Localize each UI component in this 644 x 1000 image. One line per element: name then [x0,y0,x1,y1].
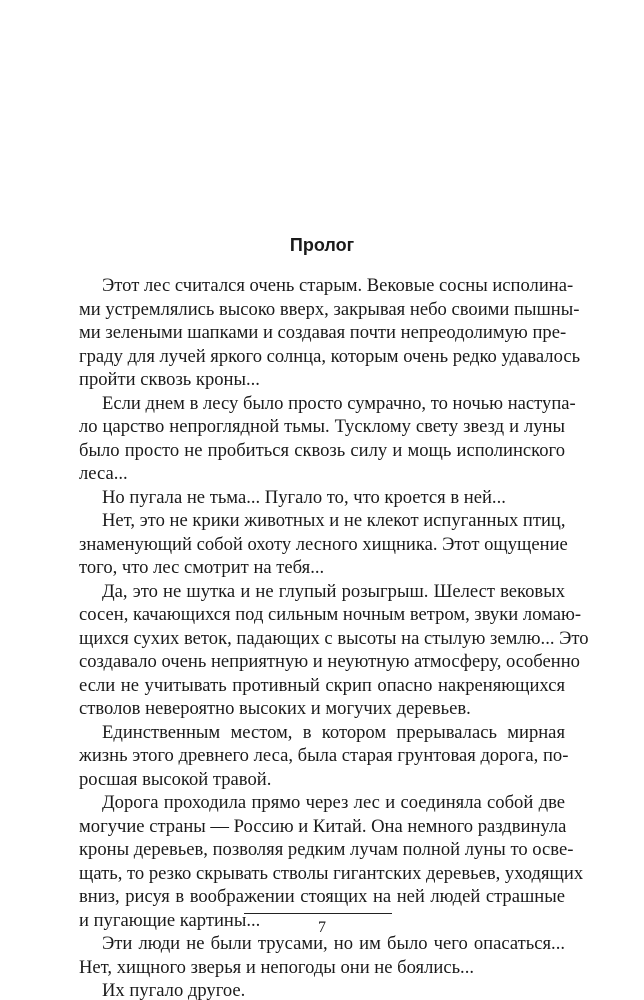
footer-rule [244,913,392,914]
text-line: Да, это не шутка и не глупый розыгрыш. Шелест вековых [102,580,565,602]
page-number: 7 [318,919,326,936]
text-line: сосен, качающихся под сильным ночным ветром, звуки ломаю- [79,604,582,625]
paragraph [79,486,565,510]
text-line: Дорога проходила прямо через лес и соединяла собой две [102,792,565,813]
text-line: росшая высокой травой. [79,768,272,790]
text-line: пройти сквозь кроны... [79,369,260,390]
paragraph [79,274,581,392]
text-line: вниз, рисуя в воображении стоящих на ней людей страшные [79,886,565,907]
text-line: стволов невероятно высоких и могучих деревьев. [79,698,471,719]
text-line: жизнь этого древнего леса, была старая грунтовая дорога, по- [79,745,569,766]
paragraph [79,791,584,932]
text-line: создавало очень неприятную и неуютную атмосферу, особенно [79,651,580,672]
text-line: того, что лес смотрит на тебя... [79,557,325,578]
text-line: ло царство непроглядной тьмы. Тусклому свету звезд и луны [79,416,565,437]
paragraph [79,509,568,580]
text-line: ми зелеными шапками и создавая почти непреодолимую пре- [79,322,567,343]
paragraph [79,392,576,486]
text-line: кроны деревьев, позволяя редким лучам полной луны то осве- [79,839,574,860]
text-line: если не учитывать противный скрип опасно накреняющихся [79,674,565,696]
text-line: Их пугало другое. [102,980,246,1000]
paragraph [79,932,565,979]
text-line: щихся сухих веток, падающих с высоты на стылую землю... Это [79,627,589,649]
text-line: граду для лучей яркого солнца, которым очень редко удавалось [79,345,581,367]
paragraph [79,580,589,721]
text-line: щать, то резко скрывать стволы гигантских деревьев, уходящих [79,862,584,884]
text-line: ми устремлялись высоко вверх, закрывая небо своими пышны- [79,298,580,320]
text-line: леса... [79,463,128,484]
text-line: Если днем в лесу было просто сумрачно, то ночью наступа- [102,392,576,414]
paragraph [79,979,565,1000]
paragraph [79,721,569,792]
text-line: знаменующий собой охоту лесного хищника. Этот ощущение [79,533,568,555]
text-line: Единственным местом, в котором прерывалась мирная [102,721,565,743]
text-line: Этот лес считался очень старым. Вековые сосны исполина- [102,275,574,296]
text-line: Эти люди не были трусами, но им было чего опасаться... [102,933,565,954]
text-line: Нет, это не крики животных и не клекот испуганных птиц, [102,510,566,531]
text-line: было просто не пробиться сквозь силу и мощь исполинского [79,439,565,461]
text-line: могучие страны — Россию и Китай. Она немного раздвинула [79,815,567,837]
body-text [79,274,589,1000]
text-line: Нет, хищного зверья и непогоды они не боялись... [79,956,475,978]
chapter-title: Пролог [289,235,355,255]
text-line: и пугающие картины... [79,909,261,931]
text-line: Но пугала не тьма... Пугало то, что кроется в ней... [102,486,506,508]
